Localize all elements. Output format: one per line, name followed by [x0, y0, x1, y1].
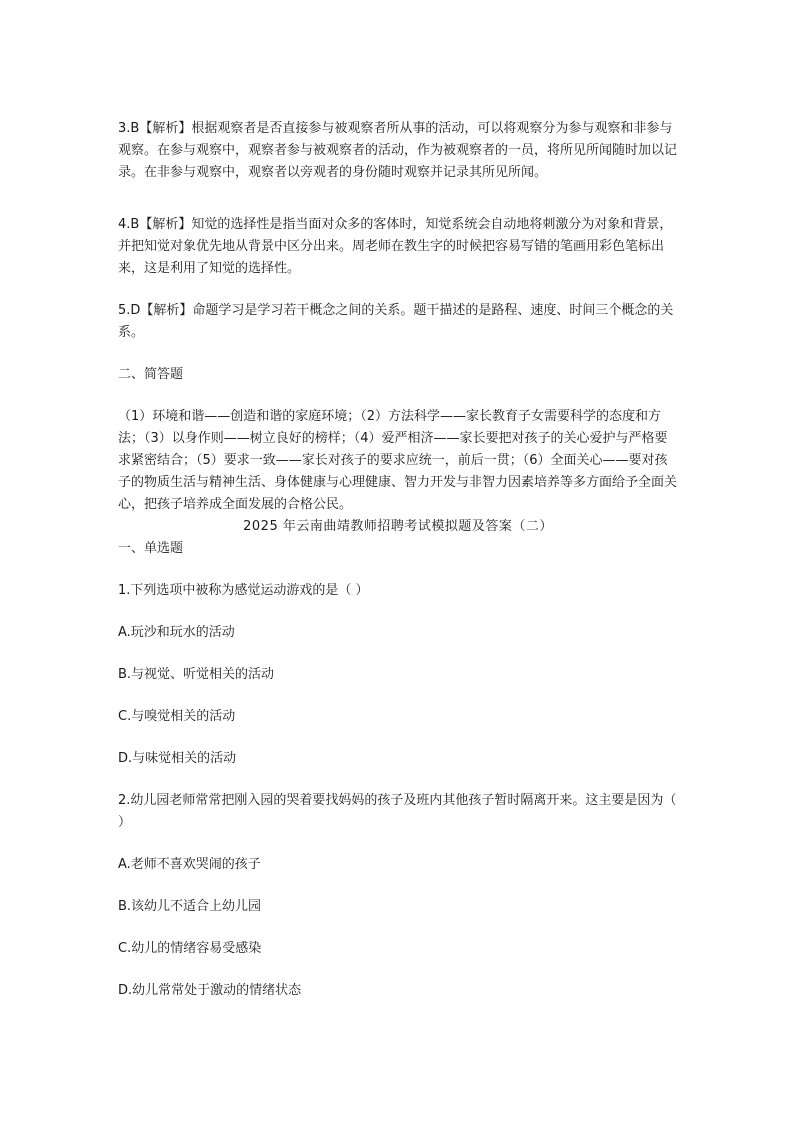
question-stem-1: 1.下列选项中被称为感觉运动游戏的是（ ） [118, 583, 369, 598]
document-content [118, 118, 678, 1002]
question-2-option-d: D.幼儿常常处于激动的情绪状态 [118, 983, 302, 998]
answer-explanation-3: 3.B【解析】根据观察者是否直接参与被观察者所从事的活动，可以将观察分为参与观察和非参与观察。在参与观察中，观察者参与被观察者的活动，作为被观察者的一员，将所见所闻随时加以记录。在非参与观察中，观察者以旁观者的身份随时观察并记录其所见所闻。 [118, 121, 678, 180]
section-heading-short-answer: 二、简答题 [118, 367, 184, 382]
short-answer-body: （1）环境和谐——创造和谐的家庭环境；（2）方法科学——家长教育子女需要科学的态度和方法；（3）以身作则——树立良好的榜样；（4）爱严相济——家长要把对孩子的关心爱护与严格要求紧密结合；（5）要求一致——家长对孩子的要求应统一，前后一贯；（6）全面关心——要对孩子的物质生活与精神生活、身体健康与心理健康、智力开发与非智力因素培养等多方面给予全面关心，把孩子培养成全面发展的合格公民。 [118, 409, 678, 512]
question-1-option-d: D.与味觉相关的活动 [118, 751, 237, 766]
question-2-option-b: B.该幼儿不适合上幼儿园 [118, 899, 262, 914]
question-1-option-b: B.与视觉、听觉相关的活动 [118, 667, 275, 682]
question-2-option-a: A.老师不喜欢哭闹的孩子 [118, 857, 261, 872]
question-stem-2: 2.幼儿园老师常常把刚入园的哭着要找妈妈的孩子及班内其他孩子暂时隔离开来。这主要是因为（ ） [118, 793, 677, 830]
document-title: 2025 年云南曲靖教师招聘考试模拟题及答案（二） [243, 519, 553, 534]
question-1-option-c: C.与嗅觉相关的活动 [118, 709, 236, 724]
section-heading-single-choice: 一、单选题 [118, 541, 184, 556]
question-1-option-a: A.玩沙和玩水的活动 [118, 625, 235, 640]
answer-explanation-4: 4.B【解析】知觉的选择性是指当面对众多的客体时，知觉系统会自动地将刺激分为对象和背景，并把知觉对象优先地从背景中区分出来。周老师在教生字的时候把容易写错的笔画用彩色笔标出来，这是利用了知觉的选择性。 [118, 217, 673, 276]
answer-explanation-5: 5.D【解析】命题学习是学习若干概念之间的关系。题干描述的是路程、速度、时间三个概念的关系。 [118, 303, 674, 340]
question-2-option-c: C.幼儿的情绪容易受感染 [118, 941, 262, 956]
